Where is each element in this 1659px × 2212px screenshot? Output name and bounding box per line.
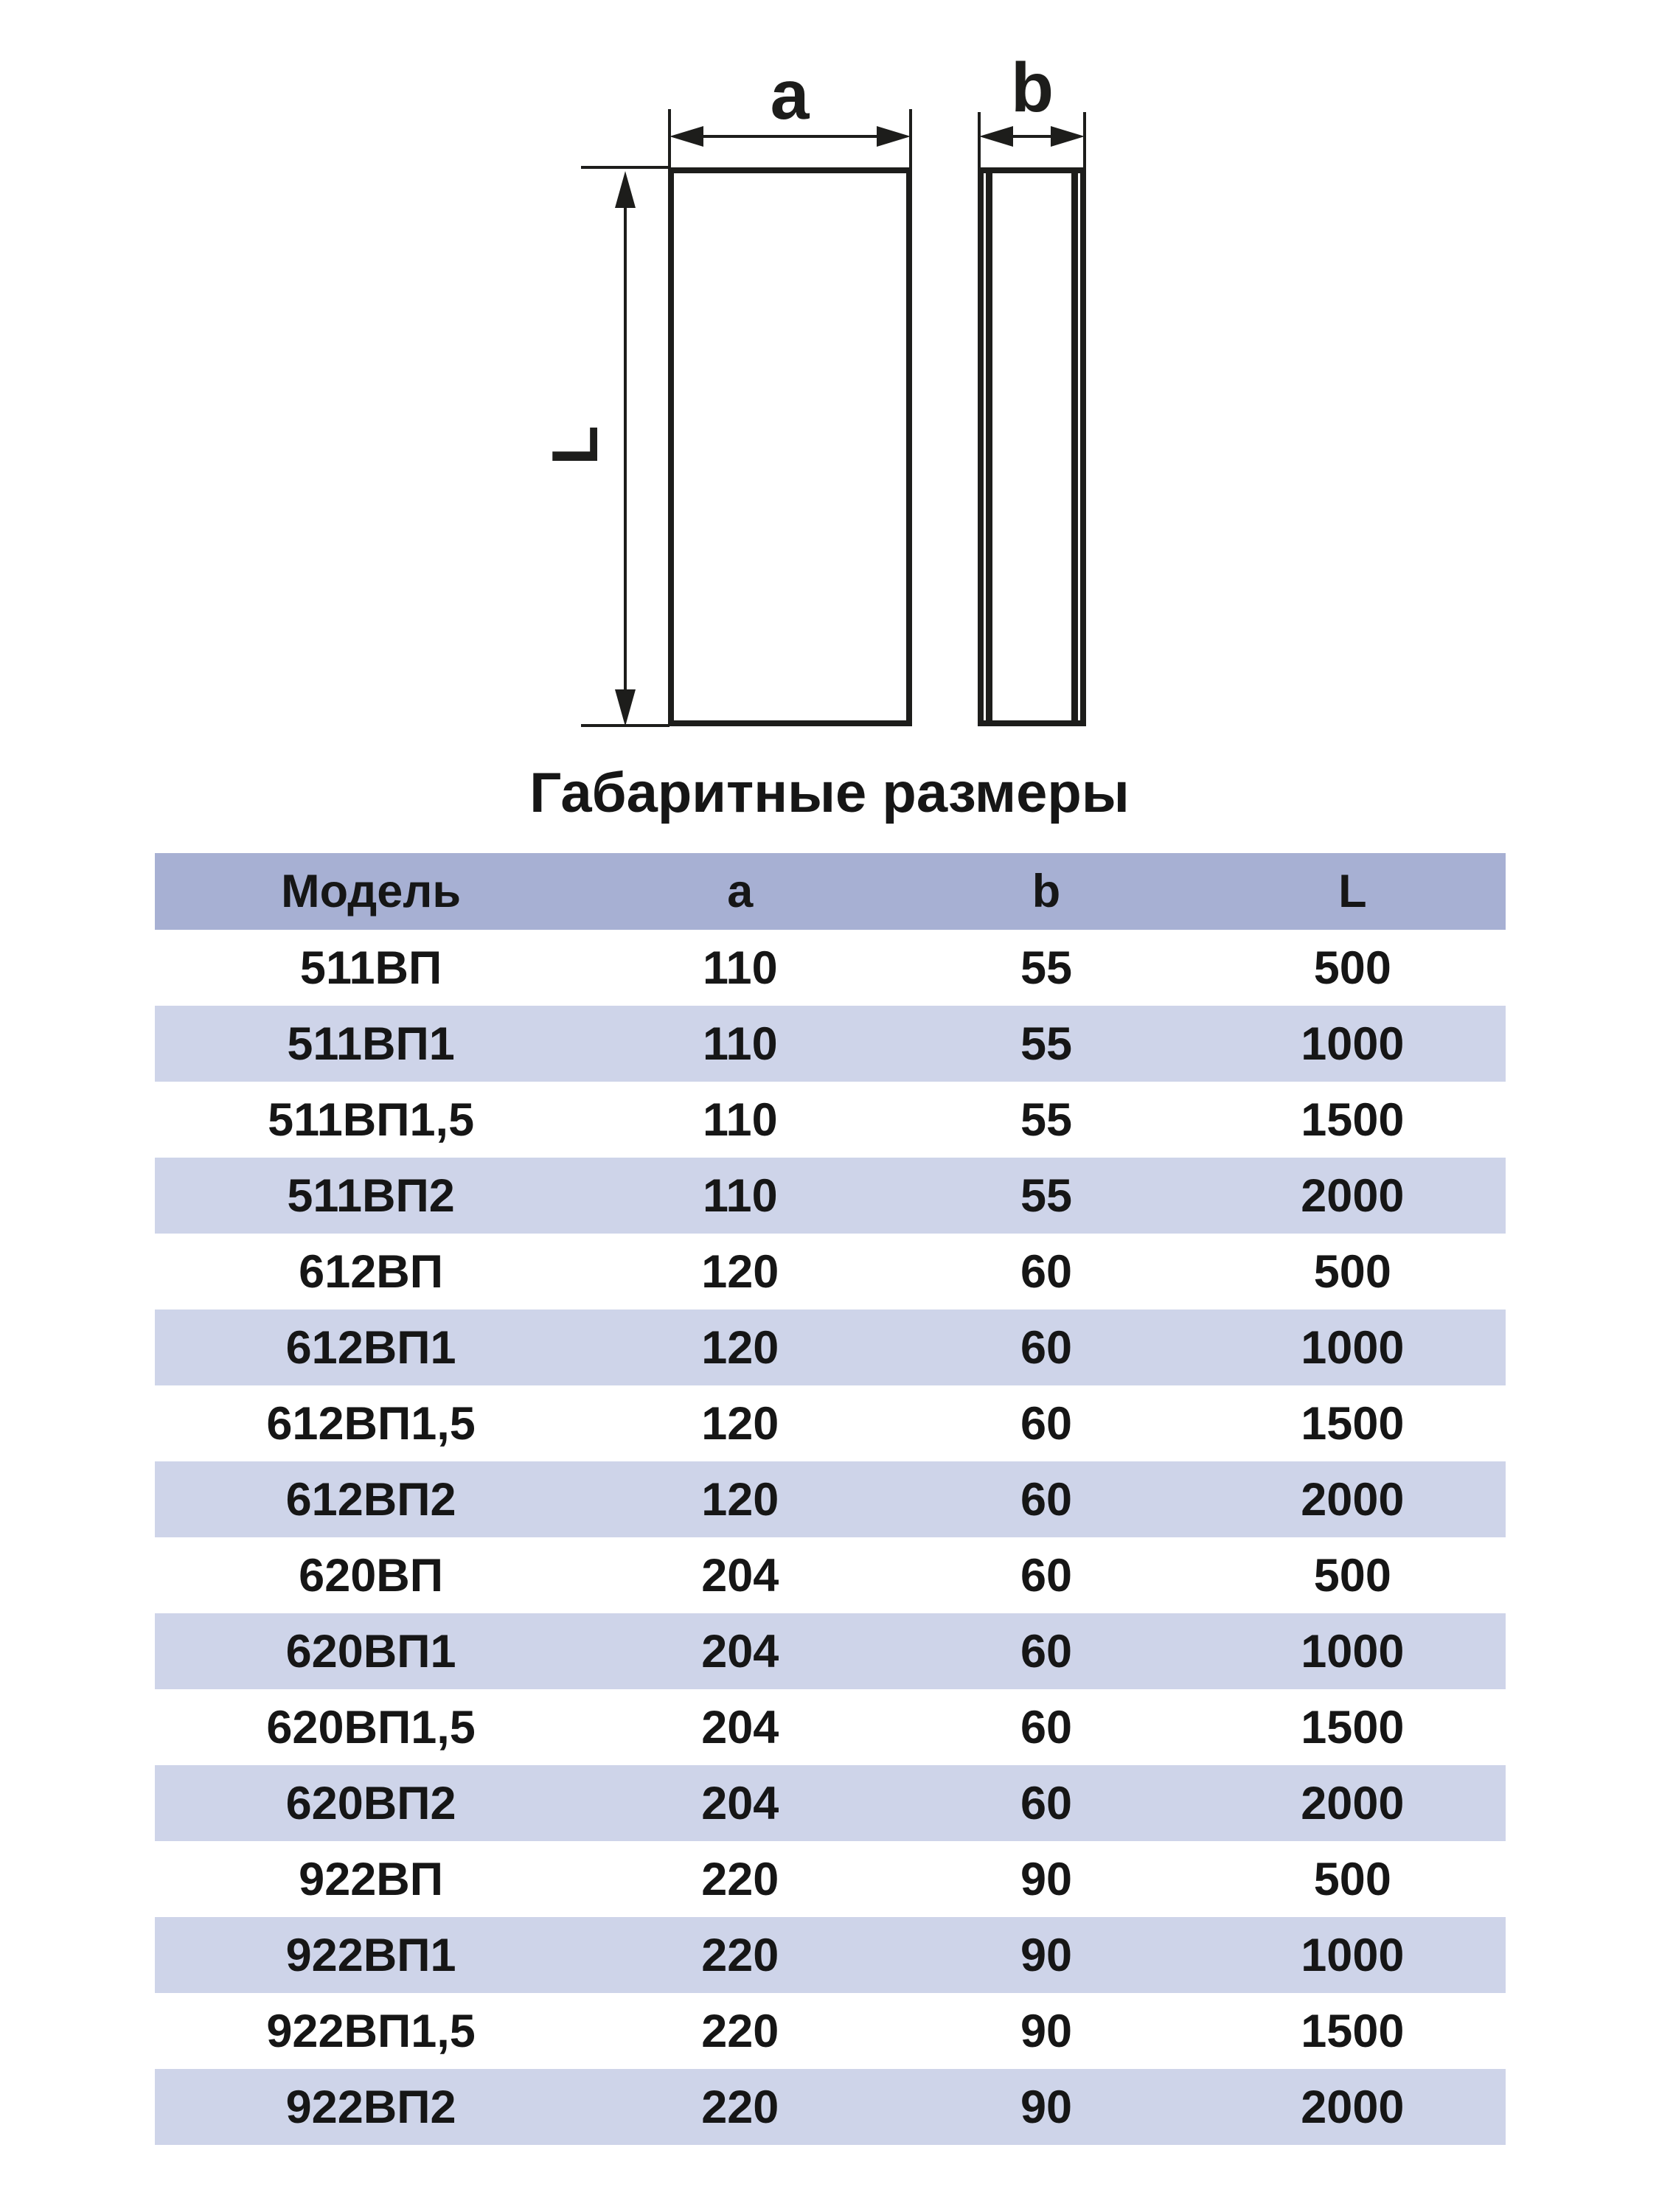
dim-L-arrowhead-up-icon (615, 171, 636, 208)
drawing-caption: Габаритные размеры (529, 762, 1130, 824)
table-cell-L: 1000 (1301, 1018, 1405, 1070)
table-cell-model: 511ВП1,5 (268, 1093, 475, 1146)
table-cell-a: 110 (702, 942, 778, 994)
table-cell-model: 511ВП (299, 942, 442, 994)
table-cell-model: 612ВП1 (285, 1321, 456, 1374)
table-cell-b: 60 (1020, 1473, 1073, 1526)
dim-L-line (624, 177, 627, 700)
table-cell-a: 220 (701, 2081, 779, 2133)
table-cell-model: 612ВП2 (285, 1473, 456, 1526)
column-header-L: L (1338, 866, 1367, 917)
column-header-b: b (1032, 866, 1061, 917)
table-cell-b: 60 (1020, 1777, 1073, 1829)
table-cell-L: 1500 (1301, 1397, 1405, 1450)
table-row (155, 1082, 1506, 1158)
table-cell-L: 1000 (1301, 1929, 1405, 1981)
side-view-rectangle (978, 167, 1086, 726)
table-cell-a: 220 (701, 1853, 779, 1905)
table-cell-L: 2000 (1301, 1473, 1405, 1526)
dim-a-line (698, 135, 883, 138)
table-cell-b: 90 (1020, 1853, 1073, 1905)
table-row (155, 1841, 1506, 1917)
table-cell-a: 204 (701, 1701, 779, 1753)
table-cell-b: 60 (1020, 1397, 1073, 1450)
table-row (155, 1006, 1506, 1082)
dim-L-arrowhead-down-icon (615, 689, 636, 726)
table-cell-b: 60 (1020, 1549, 1073, 1601)
front-view-rectangle (668, 167, 912, 726)
table-cell-L: 2000 (1301, 1169, 1405, 1222)
table-cell-a: 204 (701, 1549, 779, 1601)
table-cell-b: 55 (1020, 1018, 1073, 1070)
table-row (155, 1993, 1506, 2069)
table-cell-model: 922ВП1 (285, 1929, 456, 1981)
table-cell-b: 55 (1020, 1169, 1073, 1222)
side-view-inner-line-left (986, 173, 992, 720)
table-cell-a: 120 (701, 1397, 779, 1450)
table-cell-a: 120 (701, 1245, 779, 1298)
table-cell-model: 620ВП1 (285, 1625, 456, 1677)
table-cell-b: 55 (1020, 942, 1073, 994)
table-cell-model: 620ВП2 (285, 1777, 456, 1829)
table-cell-L: 500 (1313, 1549, 1391, 1601)
table-cell-a: 110 (702, 1018, 778, 1070)
table-row (155, 1461, 1506, 1537)
table-cell-a: 110 (702, 1093, 778, 1146)
dimensions-table (155, 853, 1506, 2145)
table-cell-model: 511ВП2 (287, 1169, 455, 1222)
column-header-model: Модель (281, 866, 462, 917)
table-cell-a: 110 (702, 1169, 778, 1222)
table-cell-b: 90 (1020, 2005, 1073, 2057)
dim-L-label: L (538, 425, 611, 465)
table-cell-b: 60 (1020, 1245, 1073, 1298)
table-body (155, 930, 1506, 2145)
side-view-inner-line-right (1071, 173, 1078, 720)
table-header-row (155, 853, 1506, 930)
table-cell-L: 1000 (1301, 1625, 1405, 1677)
dim-a-label: a (770, 56, 810, 134)
dim-b-label: b (1010, 49, 1054, 127)
dim-b-arrowhead-left-icon (979, 126, 1013, 147)
table-row (155, 1537, 1506, 1613)
table-cell-a: 120 (701, 1473, 779, 1526)
table-cell-L: 1000 (1301, 1321, 1405, 1374)
table-cell-a: 220 (701, 1929, 779, 1981)
table-cell-model: 922ВП (299, 1853, 444, 1905)
table-row (155, 1158, 1506, 1234)
table-cell-b: 90 (1020, 1929, 1073, 1981)
table-row (155, 1234, 1506, 1310)
table-cell-L: 2000 (1301, 2081, 1405, 2133)
table-row (155, 1613, 1506, 1689)
table-cell-L: 1500 (1301, 2005, 1405, 2057)
dim-L-tick-top (581, 166, 669, 169)
table-cell-b: 60 (1020, 1625, 1073, 1677)
table-cell-model: 511ВП1 (287, 1018, 455, 1070)
table-cell-b: 55 (1020, 1093, 1073, 1146)
table-cell-b: 60 (1020, 1701, 1073, 1753)
table-cell-model: 612ВП (299, 1245, 444, 1298)
table-cell-a: 204 (701, 1777, 779, 1829)
table-cell-model: 620ВП1,5 (266, 1701, 476, 1753)
table-cell-L: 1500 (1301, 1701, 1405, 1753)
table-row (155, 930, 1506, 1006)
table-cell-L: 2000 (1301, 1777, 1405, 1829)
table-row (155, 1689, 1506, 1765)
table-cell-L: 500 (1313, 942, 1391, 994)
table-cell-a: 220 (701, 2005, 779, 2057)
table-cell-b: 60 (1020, 1321, 1073, 1374)
table-cell-L: 500 (1313, 1853, 1391, 1905)
table-row (155, 2069, 1506, 2145)
dim-b-arrowhead-right-icon (1051, 126, 1085, 147)
table-row (155, 1385, 1506, 1461)
table-cell-model: 612ВП1,5 (266, 1397, 476, 1450)
column-header-a: a (727, 866, 754, 917)
table-cell-L: 500 (1313, 1245, 1391, 1298)
table-cell-model: 620ВП (299, 1549, 444, 1601)
table-row (155, 1310, 1506, 1385)
table-cell-L: 1500 (1301, 1093, 1405, 1146)
table-cell-model: 922ВП2 (285, 2081, 456, 2133)
table-cell-b: 90 (1020, 2081, 1073, 2133)
table-cell-model: 922ВП1,5 (266, 2005, 476, 2057)
table-row (155, 1765, 1506, 1841)
table-cell-a: 204 (701, 1625, 779, 1677)
table-row (155, 1917, 1506, 1993)
table-cell-a: 120 (701, 1321, 779, 1374)
